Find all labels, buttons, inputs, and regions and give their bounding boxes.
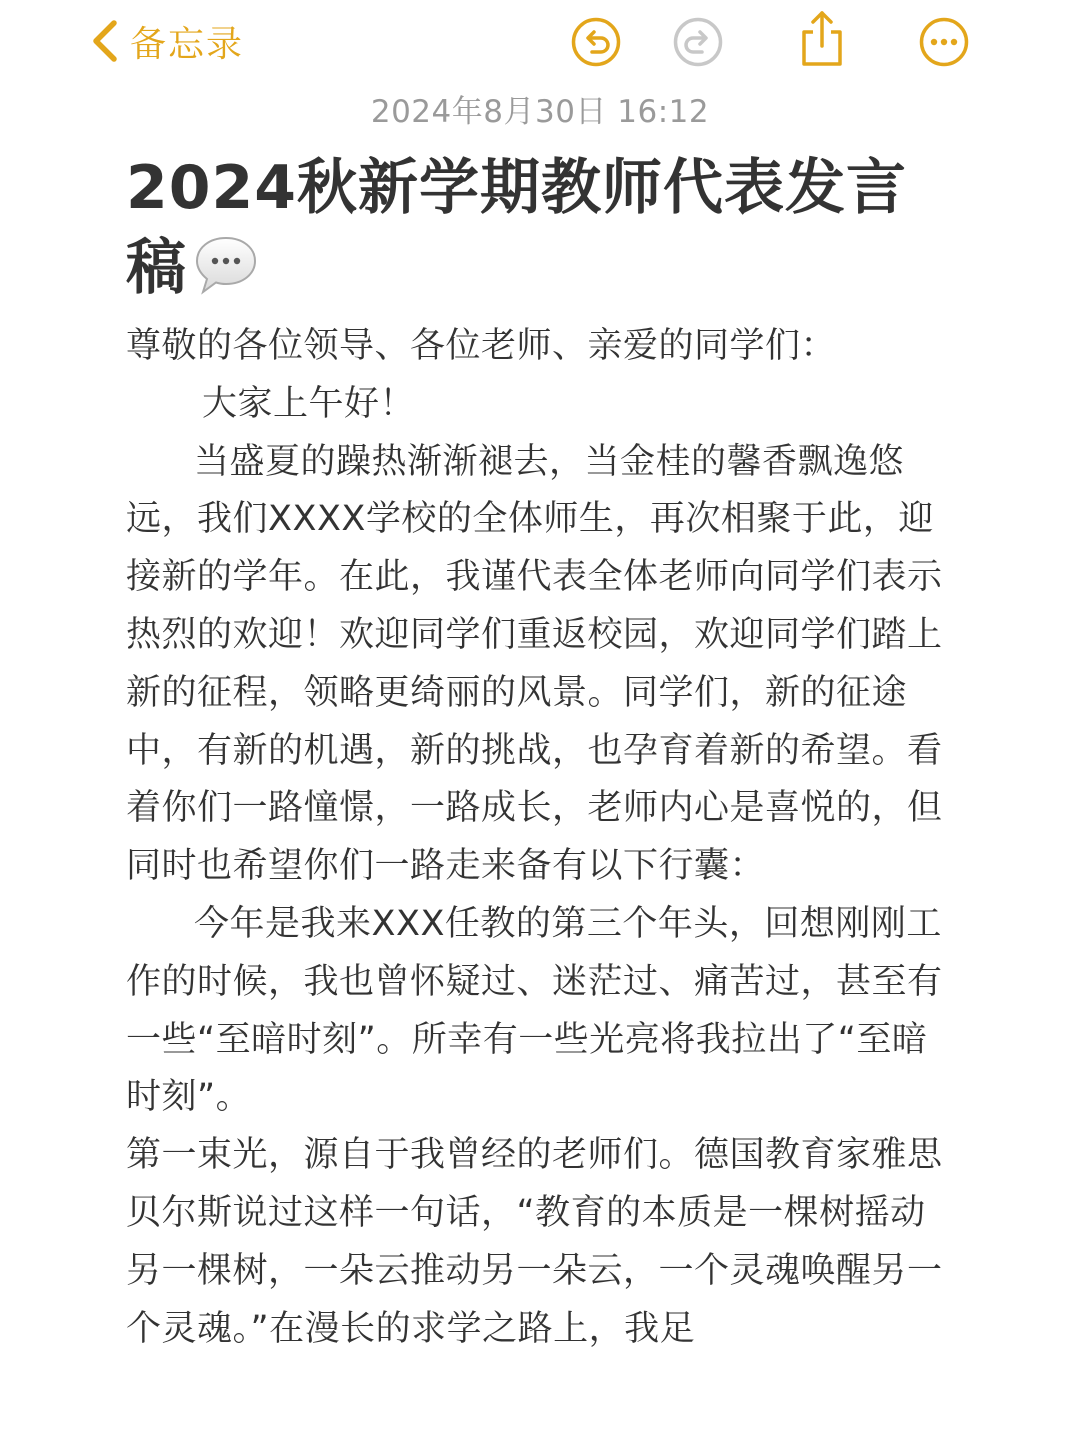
note-body[interactable] [126,318,956,1358]
paragraph: 尊敬的各位领导、各位老师、亲爱的同学们： [126,326,837,366]
back-button[interactable] [88,14,244,68]
undo-icon[interactable] [570,16,622,68]
speech-bubble-icon [193,234,259,296]
share-icon[interactable] [796,8,848,68]
paragraph: 第一束光，源自于我曾经的老师们。德国教育家雅思贝尔斯说过这样一句话，“教育的本质是一棵树摇动另一棵树，一朵云推动另一朵云，一个灵魂唤醒另一个灵魂。”在漫长的求学之路上，我足 [126,1135,943,1349]
back-label: 备忘录 [130,23,245,65]
redo-icon[interactable] [672,16,724,68]
note-timestamp: 2024年8月30日 16:12 [370,94,710,130]
paragraph: 当盛夏的躁热渐渐褪去，当金桂的馨香飘逸悠远，我们XXXX学校的全体师生，再次相聚于此，迎接新的学年。在此，我谨代表全体老师向同学们表示热烈的欢迎！欢迎同学们重返校园，欢迎同学们踏上新的征程，领略更绮丽的风景。同学们，新的征途中，有新的机遇，新的挑战，也孕育着新的希望。看着你们一路憧憬，一路成长，老师内心是喜悦的，但同时也希望你们一路走来备有以下行囊： [126,441,943,887]
note-title-block[interactable] [126,148,946,308]
paragraph: 今年是我来XXX任教的第三个年头，回想刚刚工作的时候，我也曾怀疑过、迷茫过、痛苦过，甚至有一些“至暗时刻”。所幸有一些光亮将我拉出了“至暗时刻”。 [126,903,943,1118]
toolbar [0,0,1080,84]
paragraph: 大家上午好！ [202,383,416,424]
chevron-left-icon [88,19,122,63]
note-title: 2024秋新学期教师代表发言稿 [126,153,907,303]
more-icon[interactable] [918,16,970,68]
